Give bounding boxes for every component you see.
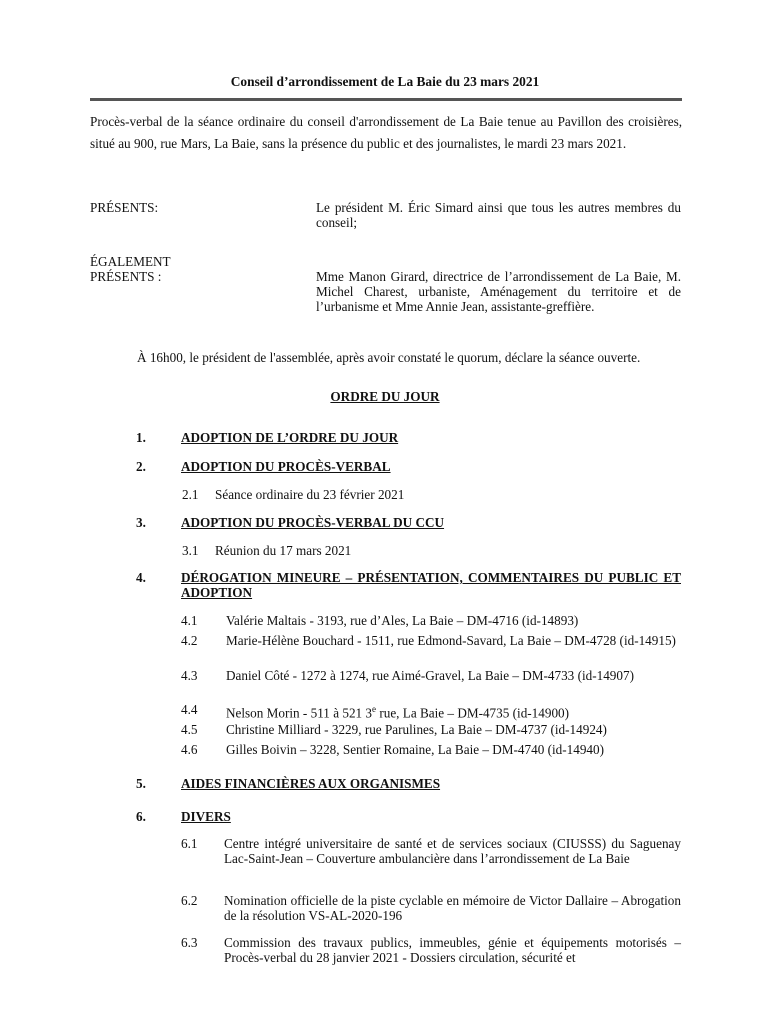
section-title: ADOPTION DU PROCÈS-VERBAL xyxy=(181,459,391,474)
section-number: 2. xyxy=(136,459,146,474)
item-text: Séance ordinaire du 23 février 2021 xyxy=(215,487,405,502)
item-text: Centre intégré universitaire de santé et de services sociaux (CIUSSS) du Saguenay Lac-Saint-Jean – Couverture ambulancière dans l’arrondissement de La Baie xyxy=(224,836,681,866)
section-title: AIDES FINANCIÈRES AUX ORGANISMES xyxy=(181,776,441,791)
agenda-title: ORDRE DU JOUR xyxy=(330,389,440,404)
section-number: 3. xyxy=(136,515,146,530)
item-text-part: rue, La Baie – DM-4735 (id-14900) xyxy=(376,705,570,721)
item-number: 6.1 xyxy=(181,836,198,851)
opening-paragraph: À 16h00, le président de l'assemblée, après avoir constaté le quorum, déclare la séance ouverte. xyxy=(137,350,641,365)
section-number: 1. xyxy=(136,430,146,445)
item-number: 6.3 xyxy=(181,935,198,950)
section-title: ADOPTION DU PROCÈS-VERBAL DU CCU xyxy=(181,515,445,530)
intro-paragraph: Procès-verbal de la séance ordinaire du conseil d'arrondissement de La Baie tenue au Pavillon des croisières, situé au 900, rue Mars, La Baie, sans la présence du public et des journalistes, le mardi 23 mars 2021. xyxy=(90,114,682,151)
item-text: Valérie Maltais - 3193, rue d’Ales, La Baie – DM-4716 (id-14893) xyxy=(226,613,579,628)
also-present-value: Mme Manon Girard, directrice de l’arrondissement de La Baie, M. Michel Charest, urbaniste, Aménagement du territoire et de l’urbanisme et Mme Annie Jean, assistante-greffière. xyxy=(316,269,681,314)
presents-value: Le président M. Éric Simard ainsi que tous les autres membres du conseil; xyxy=(316,200,681,230)
section-title: DIVERS xyxy=(181,809,231,824)
item-number: 6.2 xyxy=(181,893,198,908)
section-number: 4. xyxy=(136,570,146,585)
item-number: 2.1 xyxy=(182,487,199,502)
item-text-part: Nelson Morin - 511 à 521 3 xyxy=(226,705,373,721)
item-text: Nomination officielle de la piste cyclable en mémoire de Victor Dallaire – Abrogation de la résolution VS-AL-2020-196 xyxy=(224,893,681,923)
item-number: 3.1 xyxy=(182,543,199,558)
presents-label: PRÉSENTS: xyxy=(90,200,159,215)
item-number: 4.4 xyxy=(181,702,198,717)
item-text xyxy=(226,702,681,720)
item-text: Christine Milliard - 3229, rue Parulines, La Baie – DM-4737 (id-14924) xyxy=(226,722,607,737)
item-text: Commission des travaux publics, immeubles, génie et équipements motorisés – Procès-verbal du 28 janvier 2021 - Dossiers circulation, sécurité et xyxy=(224,935,681,965)
item-number: 4.6 xyxy=(181,742,198,757)
title-rule xyxy=(90,98,682,101)
also-present-label-line1: ÉGALEMENT xyxy=(90,254,171,269)
item-text: Gilles Boivin – 3228, Sentier Romaine, La Baie – DM-4740 (id-14940) xyxy=(226,742,604,757)
item-number: 4.2 xyxy=(181,633,198,648)
ordinal-superscript: e xyxy=(372,704,377,714)
also-present-label-line2: PRÉSENTS : xyxy=(90,269,162,284)
item-text: Réunion du 17 mars 2021 xyxy=(215,543,352,558)
item-number: 4.1 xyxy=(181,613,198,628)
item-number: 4.5 xyxy=(181,722,198,737)
section-number: 6. xyxy=(136,809,146,824)
section-title: DÉROGATION MINEURE – PRÉSENTATION, COMMENTAIRES DU PUBLIC ET ADOPTION xyxy=(181,570,681,600)
document-title: Conseil d’arrondissement de La Baie du 23 mars 2021 xyxy=(230,74,540,89)
section-title: ADOPTION DE L’ORDRE DU JOUR xyxy=(181,430,399,445)
item-text: Daniel Côté - 1272 à 1274, rue Aimé-Gravel, La Baie – DM-4733 (id-14907) xyxy=(226,668,634,683)
item-number: 4.3 xyxy=(181,668,198,683)
item-text: Marie-Hélène Bouchard - 1511, rue Edmond-Savard, La Baie – DM-4728 (id-14915) xyxy=(226,633,676,648)
section-number: 5. xyxy=(136,776,146,791)
